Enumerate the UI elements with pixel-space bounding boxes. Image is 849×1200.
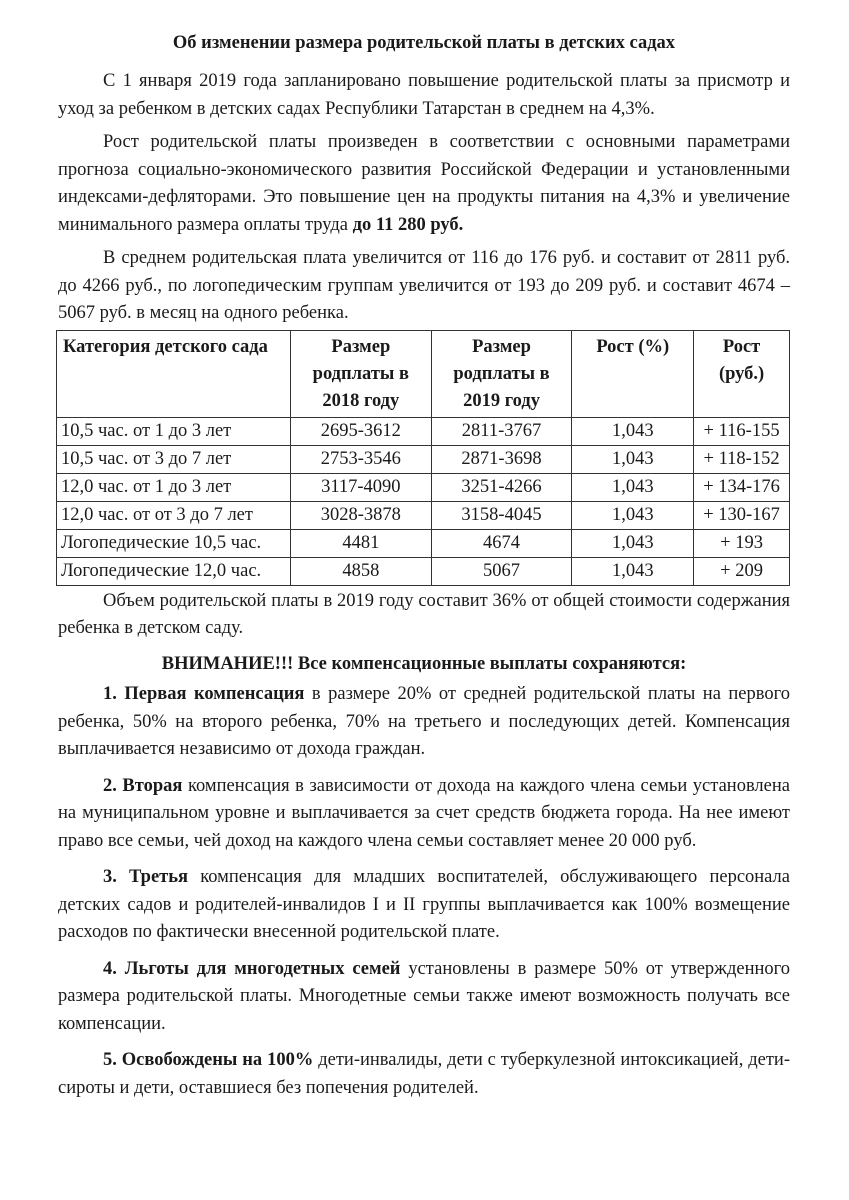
paragraph-text: С 1 января 2019 года запланировано повышение родительской платы за присмотр и уход за ребенком в детских садах Республики Татарстан в среднем на 4,3%. [58, 71, 790, 119]
table-row [57, 557, 790, 585]
header-growth-percent: Рост (%) [572, 330, 694, 417]
paragraph-share: Объем родительской платы в 2019 году составит 36% от общей стоимости содержания ребенка в детском саду. [58, 590, 790, 638]
compensation-item [58, 681, 790, 764]
compensation-item [58, 956, 790, 1039]
item-heading: 3. Третья [103, 867, 189, 887]
cell-category: 10,5 час. от 3 до 7 лет [57, 445, 291, 473]
table-row [57, 473, 790, 501]
cell-2019: 3251-4266 [431, 473, 572, 501]
cell-2018: 4858 [290, 557, 431, 585]
cell-growth-rub: + 116-155 [694, 417, 790, 445]
cell-category: 12,0 час. от от 3 до 7 лет [57, 501, 291, 529]
cell-growth-rub: + 209 [694, 557, 790, 585]
item-heading: 5. Освобождены на 100% [103, 1050, 314, 1070]
header-category: Категория детского сада [57, 330, 291, 417]
cell-category: 10,5 час. от 1 до 3 лет [57, 417, 291, 445]
fee-table [56, 330, 790, 586]
document-title: Об изменении размера родительской платы в детских садах [172, 33, 676, 53]
cell-2018: 2753-3546 [290, 445, 431, 473]
cell-growth-percent: 1,043 [572, 557, 694, 585]
cell-growth-percent: 1,043 [572, 529, 694, 557]
item-heading: 1. Первая компенсация [103, 684, 305, 704]
item-text: компенсация в зависимости от дохода на каждого члена семьи установлена на муниципальном уровне и выплачивается за счет средств бюджета города. На нее имеют право все семьи, чей доход на каждого члена семьи составляет менее 20 000 руб. [58, 775, 790, 851]
compensation-item [58, 1047, 790, 1102]
item-heading: 2. Вторая [103, 775, 183, 796]
cell-2019: 4674 [431, 529, 572, 557]
item-text: дети-инвалиды, дети с туберкулезной интоксикацией, дети-сироты и дети, оставшиеся без попечения родителей. [58, 1050, 790, 1098]
cell-2019: 2811-3767 [431, 417, 572, 445]
cell-2019: 2871-3698 [431, 445, 572, 473]
table-row [57, 417, 790, 445]
document-page [58, 30, 790, 1102]
cell-growth-rub: + 134-176 [694, 473, 790, 501]
cell-growth-percent: 1,043 [572, 417, 694, 445]
cell-growth-rub: + 118-152 [694, 445, 790, 473]
cell-2019: 5067 [431, 557, 572, 585]
cell-2018: 2695-3612 [290, 417, 431, 445]
item-text: установлены в размере 50% от утвержденного размера родительской платы. Многодетные семьи также имеют возможность получать все компенсации. [58, 958, 790, 1034]
paragraph-intro [58, 68, 790, 123]
cell-growth-rub: + 130-167 [694, 501, 790, 529]
table-row [57, 445, 790, 473]
cell-category: Логопедические 10,5 час. [57, 529, 291, 557]
cell-2018: 3028-3878 [290, 501, 431, 529]
paragraph-average [58, 245, 790, 328]
cell-category: Логопедические 12,0 час. [57, 557, 291, 585]
cell-growth-percent: 1,043 [572, 501, 694, 529]
cell-2019: 3158-4045 [431, 501, 572, 529]
paragraph-bold: до 11 280 руб. [352, 214, 464, 235]
cell-category: 12,0 час. от 1 до 3 лет [57, 473, 291, 501]
attention-heading: ВНИМАНИЕ!!! Все компенсационные выплаты сохраняются: [161, 653, 687, 674]
table-row [57, 501, 790, 529]
item-heading: 4. Льготы для многодетных семей [103, 958, 401, 979]
header-2019: Размер родплаты в 2019 году [431, 330, 572, 417]
cell-growth-percent: 1,043 [572, 473, 694, 501]
paragraph-text: Рост родительской платы произведен в соответствии с основными параметрами прогноза социально-экономического развития Российской Федерации и установленными индексами-дефляторами. Это повышение цен на продукты питания на 4,3% и увеличение минимального размера оплаты труда [58, 132, 790, 235]
item-text: в размере 20% от средней родительской платы на первого ребенка, 50% на второго ребенка, 70% на третьего и последующих детей. Компенсация выплачивается независимо от дохода граждан. [58, 684, 790, 759]
cell-2018: 3117-4090 [290, 473, 431, 501]
paragraph-basis [58, 129, 790, 239]
compensation-item [58, 864, 790, 947]
header-2018: Размер родплаты в 2018 году [290, 330, 431, 417]
item-text: компенсация для младших воспитателей, обслуживающего персонала детских садов и родителей-инвалидов I и II группы выплачивается как 100% возмещение расходов по фактически внесенной родительской плате. [58, 867, 790, 942]
compensation-item [58, 773, 790, 856]
cell-growth-percent: 1,043 [572, 445, 694, 473]
cell-2018: 4481 [290, 529, 431, 557]
paragraph-text: В среднем родительская плата увеличится от 116 до 176 руб. и составит от 2811 руб. до 4266 руб., по логопедическим группам увеличится от 193 до 209 руб. и составит 4674 – 5067 руб. в месяц на одного ребенка. [58, 248, 790, 323]
cell-growth-rub: + 193 [694, 529, 790, 557]
header-growth-rub: Рост (руб.) [694, 330, 790, 417]
table-row [57, 529, 790, 557]
table-header-row [57, 330, 790, 417]
